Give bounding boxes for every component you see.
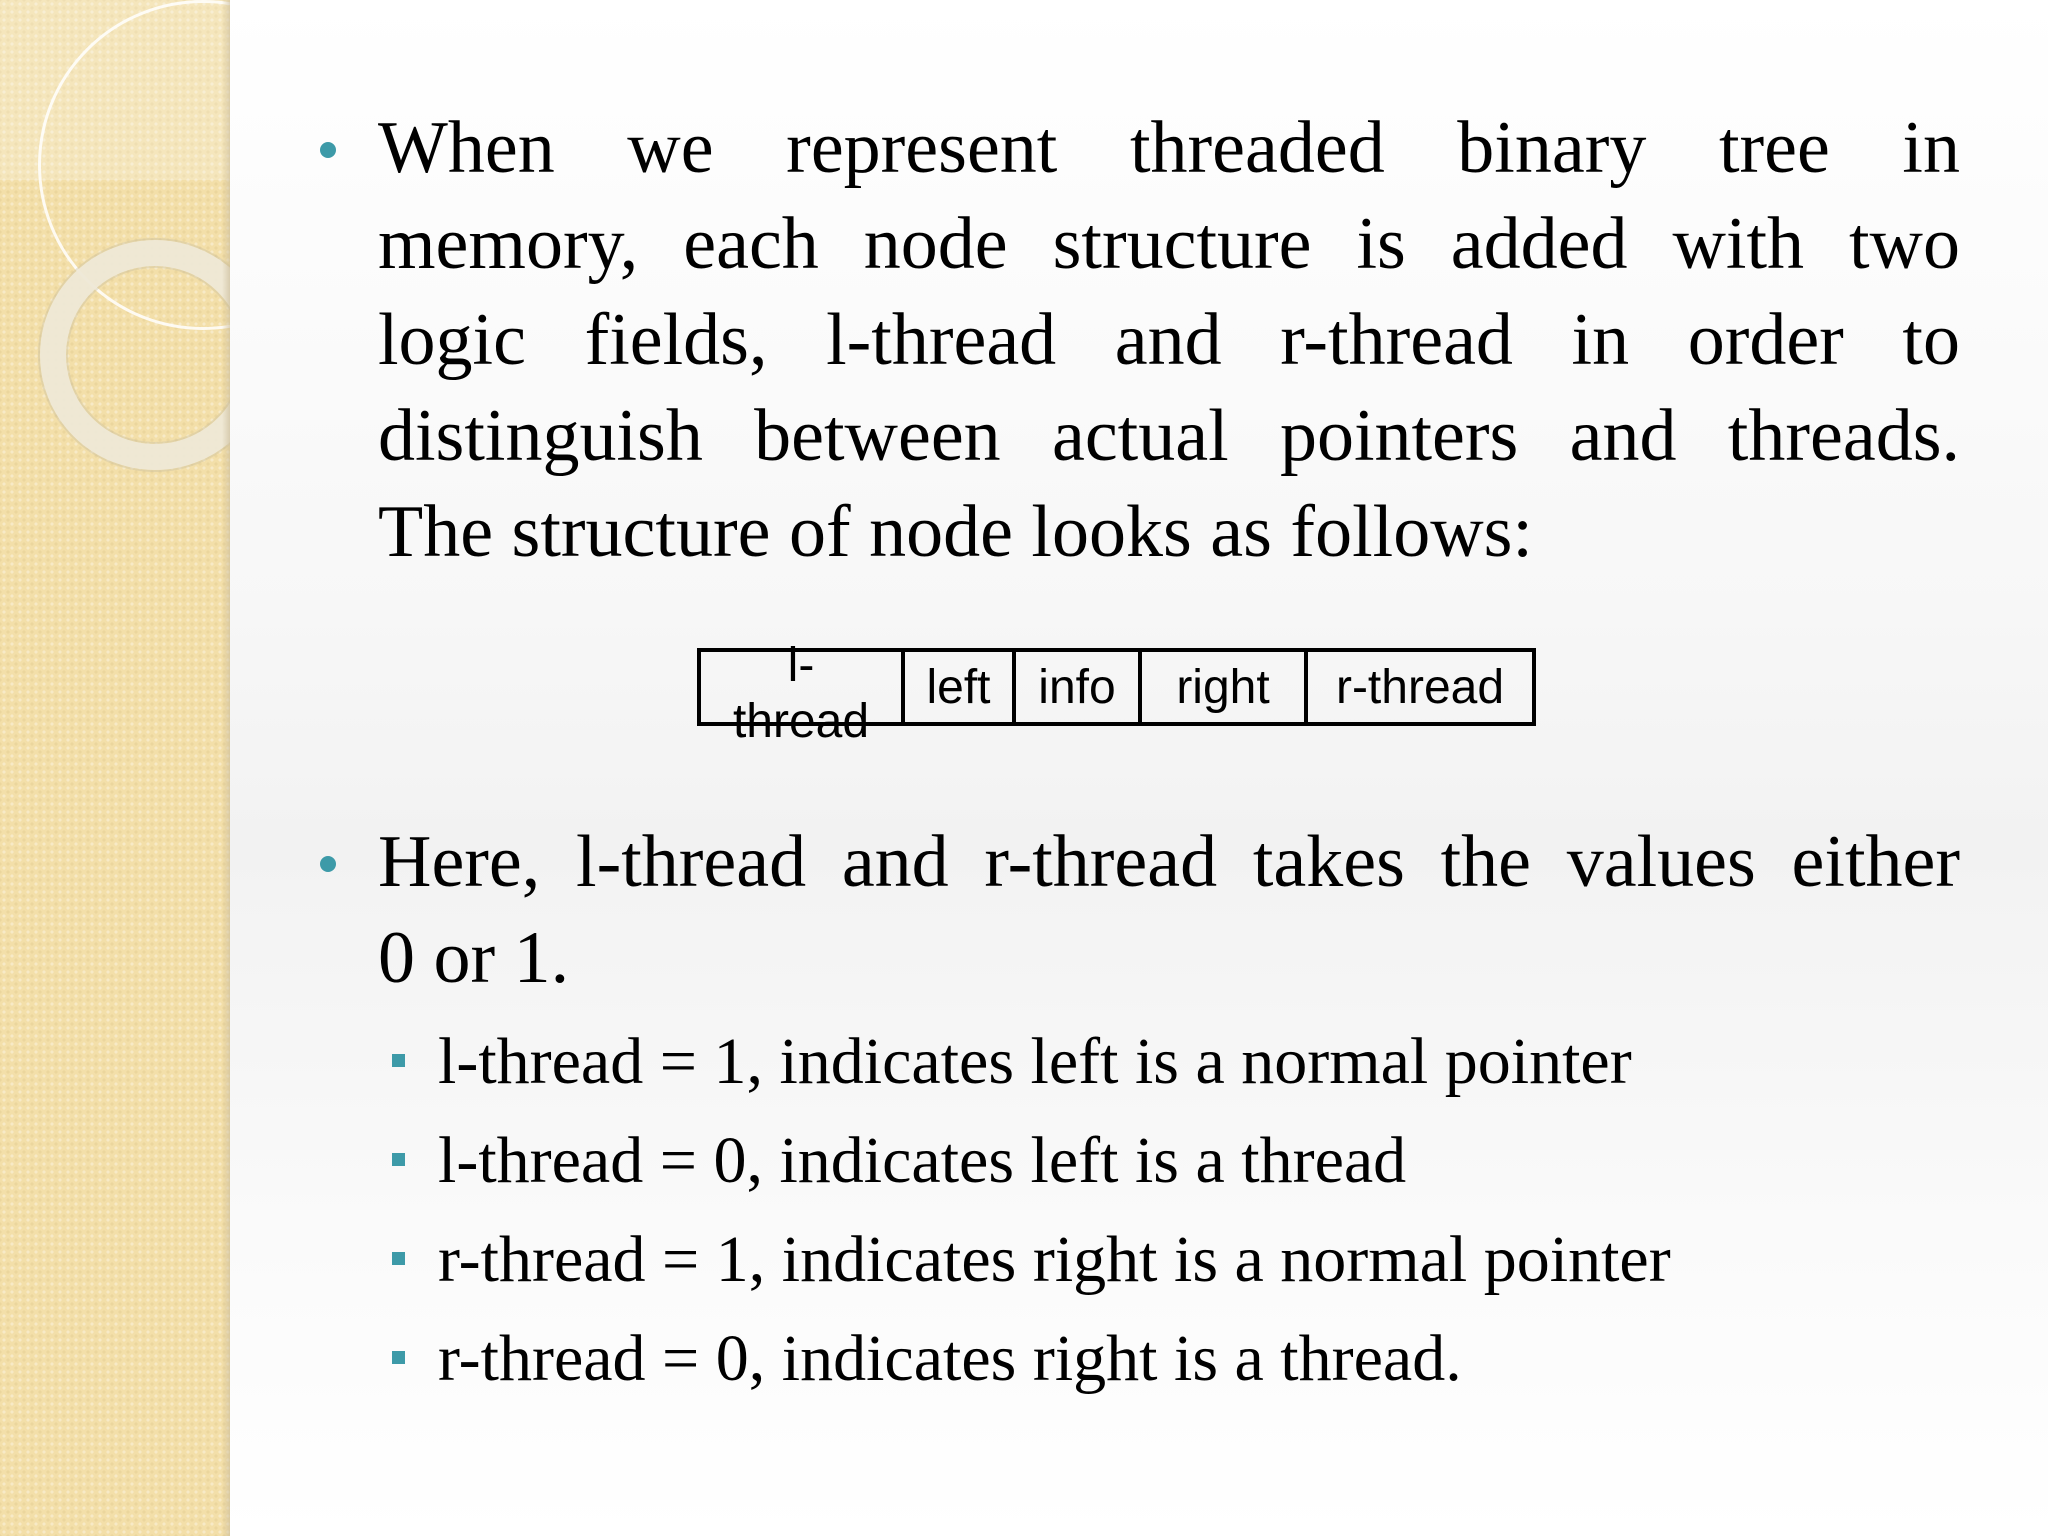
bullet-2-text (378, 814, 1960, 1006)
sub-bullet-square-icon (392, 1252, 405, 1265)
sub-bullet-item: l-thread = 0, indicates left is a thread (438, 1124, 1407, 1197)
sub-bullet-square-icon (392, 1054, 405, 1067)
bullet-1-line: logic fields, l-thread and r-thread in order to (378, 299, 1960, 381)
field-r-thread: r-thread (1306, 650, 1534, 724)
field-info: info (1014, 650, 1140, 724)
decorative-ring (40, 240, 230, 470)
bullet-dot-icon (320, 142, 336, 158)
field-l-thread (699, 639, 903, 748)
bullet-1-text (378, 100, 1960, 580)
bullet-1-line: The structure of node looks as follows: (378, 491, 1533, 573)
field-left: left (903, 650, 1014, 724)
bullet-1-line: When we represent threaded binary tree in (378, 107, 1960, 189)
strip-edge-shade (222, 0, 230, 1536)
field-l-thread-label-part1: l- (787, 639, 815, 692)
sub-bullet-square-icon (392, 1153, 405, 1166)
sub-bullet-item: r-thread = 0, indicates right is a thread. (438, 1322, 1462, 1395)
field-l-thread-label-part2: thread (732, 695, 870, 748)
bullet-1-line: distinguish between actual pointers and threads. (378, 395, 1960, 477)
sub-bullet-item: l-thread = 1, indicates left is a normal pointer (438, 1025, 1632, 1098)
bullet-2-line: 0 or 1. (378, 917, 570, 999)
bullet-dot-icon (320, 856, 336, 872)
bullet-2-line: Here, l-thread and r-thread takes the values either (378, 821, 1960, 903)
sub-bullet-item: r-thread = 1, indicates right is a normal pointer (438, 1223, 1671, 1296)
bullet-1-line: memory, each node structure is added with two (378, 203, 1960, 285)
field-right: right (1140, 650, 1306, 724)
node-structure-diagram (697, 639, 1536, 748)
sub-bullet-square-icon (392, 1351, 405, 1364)
decorative-side-strip (0, 0, 230, 1536)
